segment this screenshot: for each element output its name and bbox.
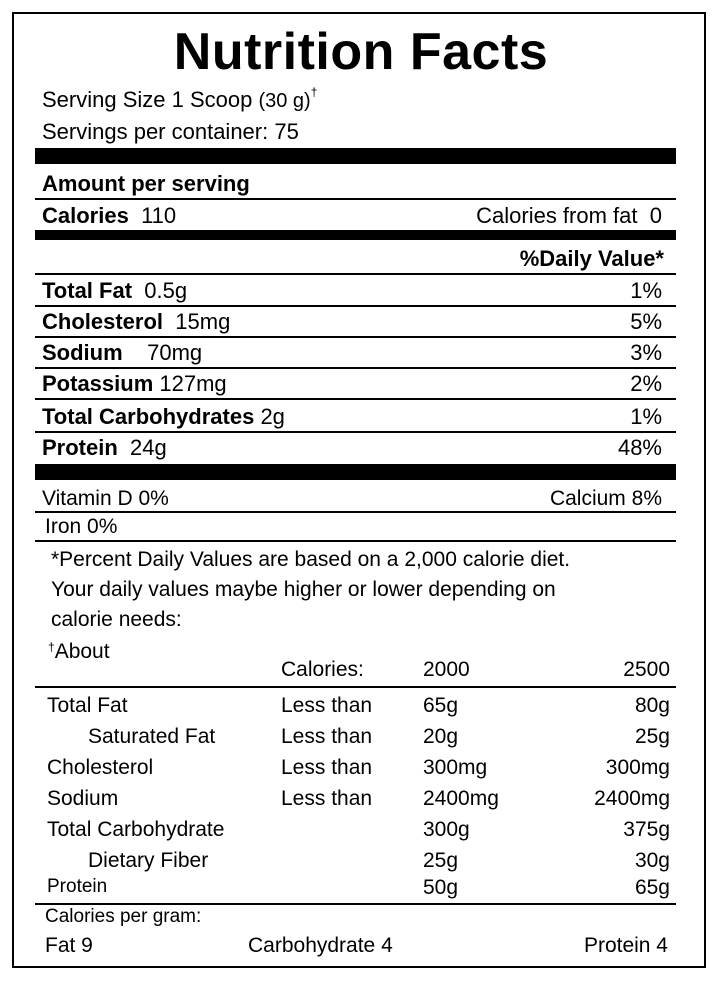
calories-per-gram-fat: Fat 9 (45, 934, 93, 957)
nutrient-amount: 15mg (175, 309, 231, 334)
divider (35, 398, 676, 400)
nutrient-amount: 127mg (159, 371, 227, 396)
nutrient-dv-cholesterol: 5% (630, 309, 662, 334)
dv-row-2000: 2400mg (423, 787, 499, 810)
dv-row-2500: 300mg (605, 756, 670, 779)
nutrient-row-protein (42, 435, 167, 461)
nutrient-dv-total-carbohydrates: 1% (630, 404, 662, 429)
dv-row-limit: Less than (281, 756, 373, 779)
dv-row-2500: 2400mg (594, 787, 670, 810)
calories-from-fat-value: 0 (649, 203, 662, 228)
footnote-about (48, 640, 110, 664)
calories-from-fat-label: Calories from fat (476, 203, 638, 228)
dv-row-name: Total Fat (47, 694, 128, 717)
daily-value-header: %Daily Value* (519, 246, 664, 271)
dv-row-2500: 30g (634, 849, 670, 872)
iron: Iron 0% (45, 515, 118, 538)
divider (35, 903, 676, 905)
footnote-line-3: calorie needs: (51, 608, 182, 631)
dv-row-2000: 50g (423, 876, 459, 899)
nutrient-name: Protein (42, 435, 118, 460)
calories-per-gram-label: Calories per gram: (45, 906, 202, 927)
nutrient-name: Sodium (42, 340, 123, 365)
dv-row-name: Sodium (47, 787, 119, 810)
nutrient-amount: 70mg (147, 340, 203, 365)
servings-per-container: Servings per container: 75 (42, 119, 299, 144)
divider-thick (35, 148, 676, 164)
divider (35, 686, 676, 688)
dv-row-name: Dietary Fiber (88, 849, 209, 872)
divider-medium (35, 230, 676, 240)
dv-row-limit: Less than (281, 787, 373, 810)
nutrient-name: Cholesterol (42, 309, 164, 334)
serving-size-label: Serving Size 1 Scoop (42, 87, 253, 112)
divider (35, 273, 676, 275)
about-mark: † (48, 640, 55, 654)
serving-size-amount: (30 g) (258, 90, 311, 112)
calcium: Calcium 8% (549, 487, 662, 510)
dv-row-name: Saturated Fat (88, 725, 216, 748)
nutrient-row-total-carbohydrates (42, 404, 285, 430)
dv-row-2000: 25g (423, 849, 459, 872)
calories-value: 110 (141, 203, 177, 228)
about-text: About (54, 640, 110, 663)
nutrient-name: Total Fat (42, 278, 133, 303)
calories-row (42, 203, 176, 229)
nutrient-row-total-fat (42, 278, 187, 304)
divider (35, 305, 676, 307)
nutrient-name: Potassium (42, 371, 154, 396)
nutrient-row-potassium (42, 371, 227, 397)
dv-row-2000: 300mg (423, 756, 488, 779)
label-title: Nutrition Facts (173, 23, 549, 81)
nutrient-dv-sodium: 3% (630, 340, 662, 365)
dv-row-2500: 375g (623, 818, 670, 841)
divider (35, 367, 676, 369)
dv-row-limit: Less than (281, 694, 373, 717)
nutrient-name: Total Carbohydrates (42, 404, 255, 429)
calories-per-gram-protein: Protein 4 (583, 934, 668, 957)
dv-header-2000: 2000 (423, 658, 470, 681)
dv-row-2500: 25g (634, 725, 670, 748)
dv-header-2500: 2500 (623, 658, 670, 681)
dv-row-2000: 20g (423, 725, 459, 748)
nutrient-dv-protein: 48% (617, 435, 662, 460)
divider-thick (35, 464, 676, 480)
dv-row-name: Protein (47, 876, 108, 897)
footnote-line-2: Your daily values maybe higher or lower depending on (51, 578, 556, 601)
footnote-line-1: *Percent Daily Values are based on a 2,000 calorie diet. (51, 548, 571, 571)
nutrient-row-cholesterol (42, 309, 230, 335)
dv-header-label: Calories: (281, 658, 364, 681)
dv-row-2500: 65g (634, 876, 670, 899)
nutrient-row-sodium (42, 340, 202, 366)
divider (35, 336, 676, 338)
dv-row-2000: 300g (423, 818, 470, 841)
nutrient-amount: 0.5g (144, 278, 188, 303)
nutrient-amount: 2g (260, 404, 285, 429)
dv-row-name: Cholesterol (47, 756, 154, 779)
nutrient-dv-potassium: 2% (630, 371, 662, 396)
calories-label: Calories (42, 203, 129, 228)
divider (35, 540, 676, 542)
calories-from-fat (476, 203, 662, 229)
dv-row-name: Total Carbohydrate (47, 818, 225, 841)
divider (35, 198, 676, 200)
dv-row-limit: Less than (281, 725, 373, 748)
serving-size (42, 87, 317, 113)
serving-size-mark: † (310, 85, 318, 99)
nutrient-dv-total-fat: 1% (630, 278, 662, 303)
dv-row-2000: 65g (423, 694, 459, 717)
vitamin-d: Vitamin D 0% (42, 487, 169, 510)
divider (35, 511, 676, 513)
dv-row-2500: 80g (634, 694, 670, 717)
nutrient-amount: 24g (130, 435, 167, 460)
calories-per-gram-carbohydrate: Carbohydrate 4 (248, 934, 393, 957)
divider (35, 431, 676, 433)
amount-per-serving: Amount per serving (42, 171, 250, 196)
